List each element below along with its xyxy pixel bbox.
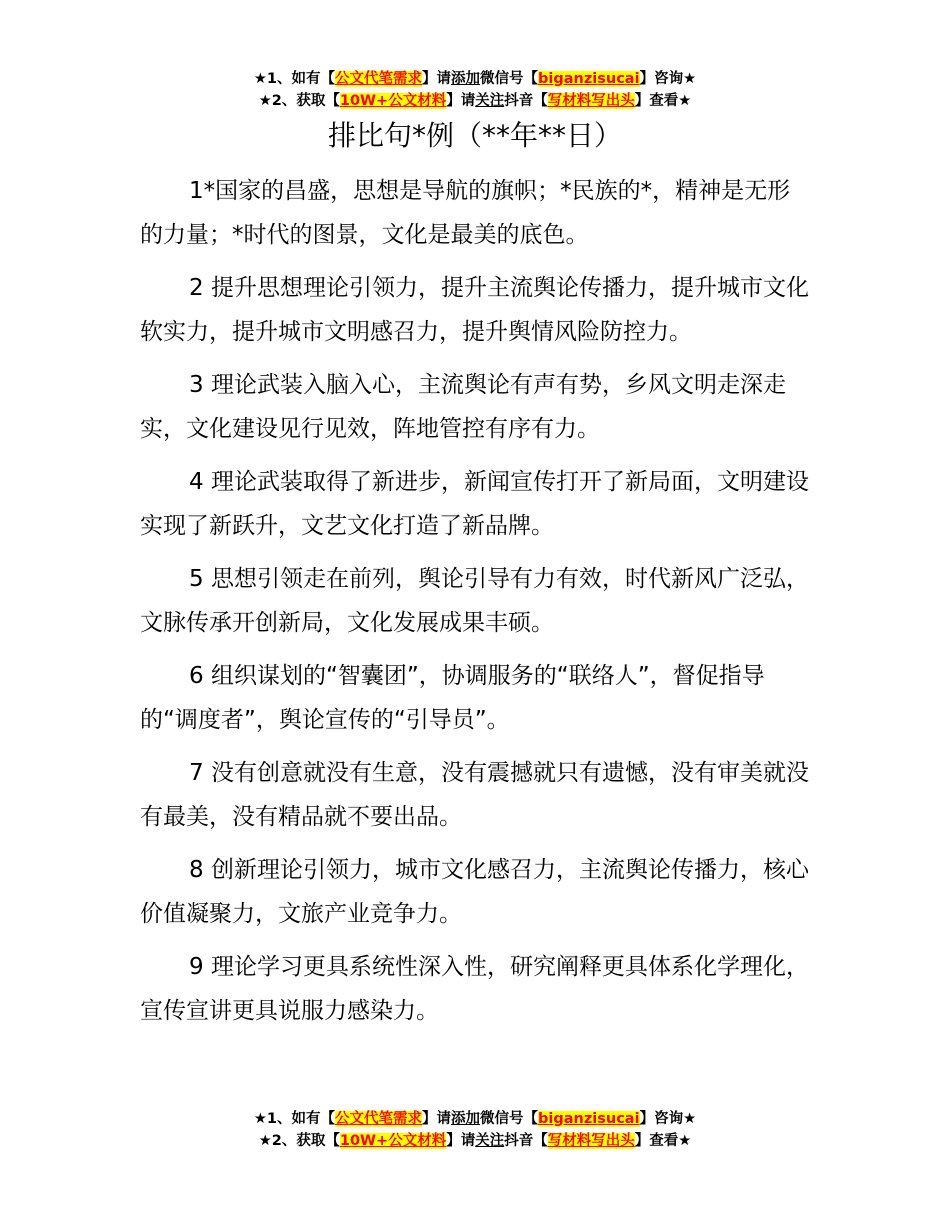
paragraph-6: 6 组织谋划的“智囊团”，协调服务的“联络人”，督促指导的“调度者”，舆论宣传的“引导员”。 xyxy=(140,663,765,733)
footer-banner xyxy=(0,1108,950,1152)
header-banner xyxy=(0,68,950,112)
douyin-id-highlight: 写材料写出头 xyxy=(547,1133,635,1149)
service-highlight: 公文代笔需求 xyxy=(335,1111,423,1127)
paragraph-3: 3 理论武装入脑入心，主流舆论有声有势，乡风文明走深走实，文化建设见行见效，阵地管控有序有力。 xyxy=(140,372,786,442)
paragraph-9: 9 理论学习更具系统性深入性，研究阐释更具体系化学理化，宣传宣讲更具说服力感染力。 xyxy=(140,954,809,1024)
service-highlight: 公文代笔需求 xyxy=(335,71,423,87)
paragraph-5: 5 思想引领走在前列，舆论引导有力有效，时代新风广泛弘，文脉传承开创新局，文化发展成果丰硕。 xyxy=(140,566,809,636)
paragraph-7: 7 没有创意就没有生意，没有震撼就只有遗憾，没有审美就没有最美，没有精品就不要出品。 xyxy=(140,760,809,830)
banner-line-2: ★2、获取【10W+公文材料】请关注抖音【写材料写出头】查看★ xyxy=(258,93,692,109)
materials-highlight: 10W+公文材料 xyxy=(339,1133,447,1149)
wechat-id-highlight: biganzisucai xyxy=(538,1111,640,1127)
paragraph-1: 1*国家的昌盛，思想是导航的旗帜；*民族的*，精神是无形的力量；*时代的图景，文化是最美的底色。 xyxy=(140,178,791,248)
document-title: 排比句*例（**年**日） xyxy=(327,119,622,152)
banner-line-1: ★1、如有【公文代笔需求】请添加微信号【biganzisucai】咨询★ xyxy=(253,1111,697,1127)
paragraph-2: 2 提升思想理论引领力，提升主流舆论传播力，提升城市文化软实力，提升城市文明感召力，提升舆情风险防控力。 xyxy=(140,275,809,345)
materials-highlight: 10W+公文材料 xyxy=(339,93,447,109)
banner-line-1: ★1、如有【公文代笔需求】请添加微信号【biganzisucai】咨询★ xyxy=(253,71,697,87)
paragraph-4: 4 理论武装取得了新进步，新闻宣传打开了新局面，文明建设实现了新跃升，文艺文化打造了新品牌。 xyxy=(140,469,809,539)
paragraph-8: 8 创新理论引领力，城市文化感召力，主流舆论传播力，核心价值凝聚力，文旅产业竞争力。 xyxy=(140,857,809,927)
wechat-id-highlight: biganzisucai xyxy=(538,71,640,87)
document-body xyxy=(140,170,812,1043)
banner-line-2: ★2、获取【10W+公文材料】请关注抖音【写材料写出头】查看★ xyxy=(258,1133,692,1149)
douyin-id-highlight: 写材料写出头 xyxy=(547,93,635,109)
